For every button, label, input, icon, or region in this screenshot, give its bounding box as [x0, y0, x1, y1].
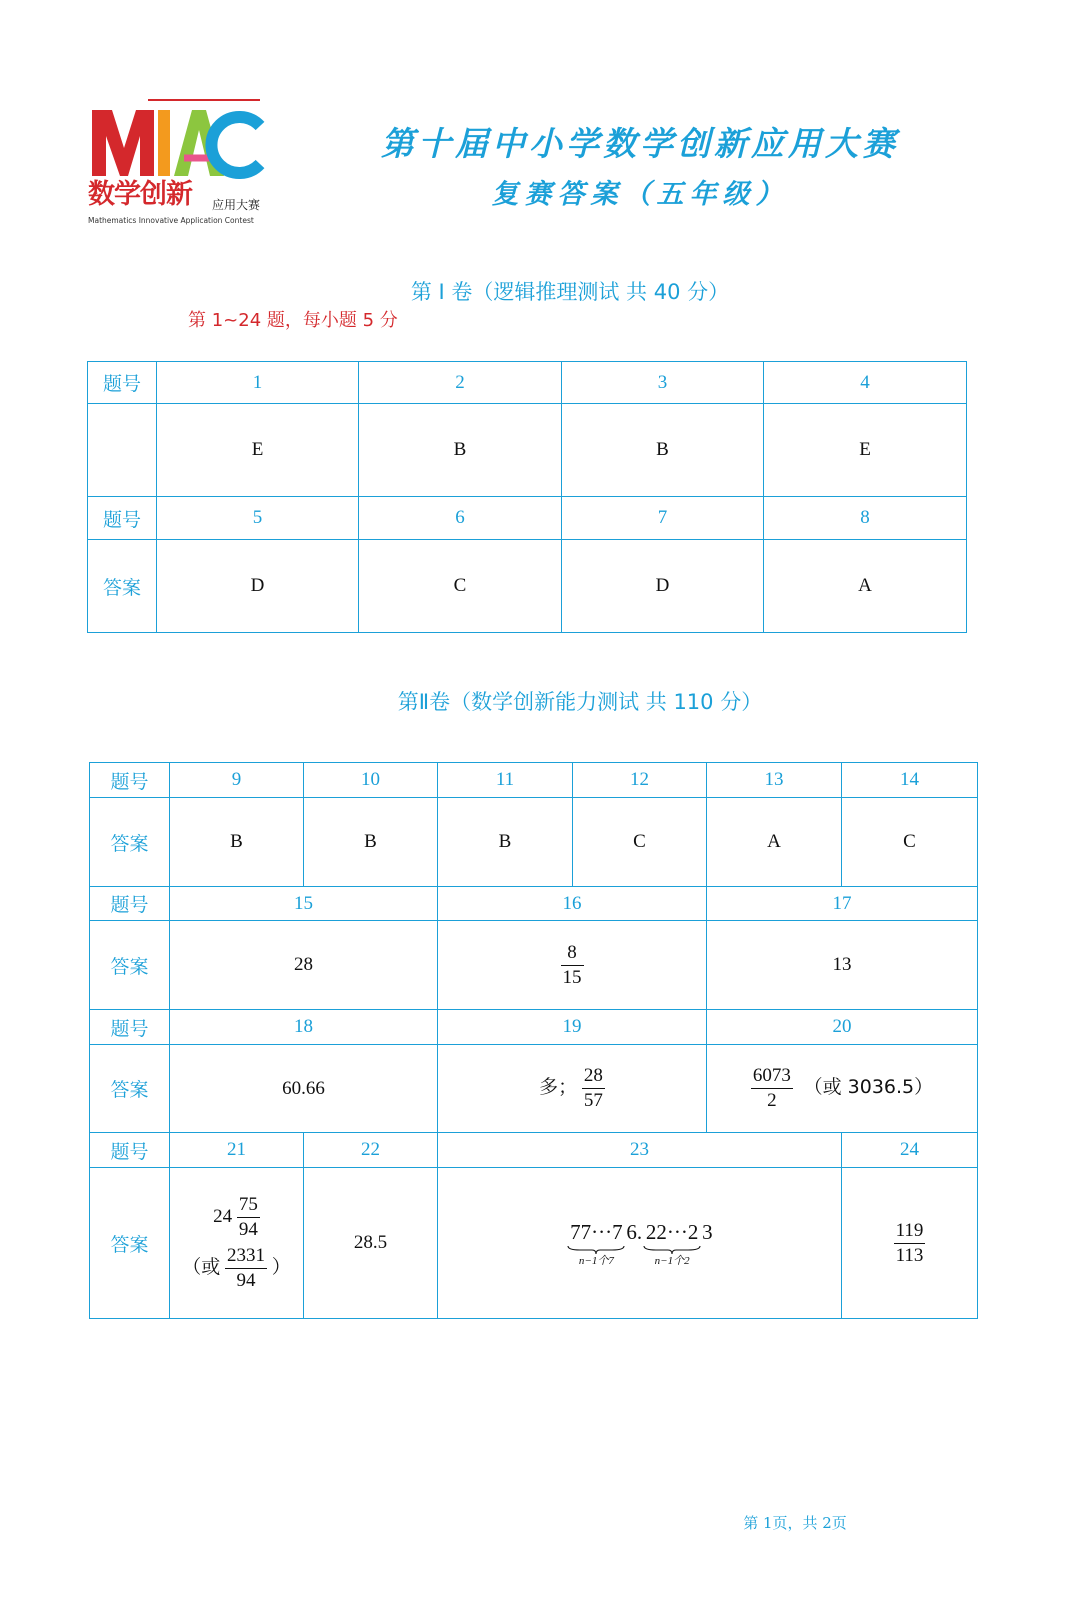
answer-cell: D: [157, 540, 359, 633]
table-row: [88, 497, 967, 540]
table-row: [88, 540, 967, 633]
question-number: 7: [562, 497, 764, 540]
answer-cell: B: [562, 404, 764, 497]
question-number: 19: [438, 1010, 707, 1045]
denominator: 57: [583, 1090, 603, 1111]
answer-label: 答案: [90, 1045, 170, 1133]
question-number: 21: [170, 1133, 304, 1168]
denominator: 2: [767, 1090, 777, 1111]
denominator: 113: [895, 1244, 924, 1266]
table-row: [88, 404, 967, 497]
repeated-digits: [566, 1220, 626, 1267]
question-number: 8: [764, 497, 967, 540]
answer-cell: [438, 921, 707, 1010]
table-row: [90, 1133, 978, 1168]
question-number-label: 题号: [90, 1010, 170, 1045]
underbrace-icon: [566, 1245, 626, 1255]
numerator: 6073: [751, 1066, 793, 1089]
part1-title: 第 I 卷（逻辑推理测试 共 40 分）: [410, 280, 730, 304]
answer-cell: 28: [170, 921, 438, 1010]
table-row: [90, 921, 978, 1010]
question-number: 23: [438, 1133, 842, 1168]
question-number: 2: [359, 362, 562, 404]
answer-prefix: 多；: [539, 1075, 578, 1098]
numerator: 28: [582, 1066, 605, 1089]
mixed-number: [170, 1195, 303, 1240]
table-row: [90, 1045, 978, 1133]
answer-cell: E: [157, 404, 359, 497]
fraction: [894, 1221, 926, 1266]
answer-label: 答案: [90, 921, 170, 1010]
brace-label: n−1个2: [654, 1254, 690, 1267]
answer-cell: E: [764, 404, 967, 497]
answer-cell: [842, 1168, 978, 1319]
part1-answer-table: [87, 361, 967, 633]
repeated-digits-value: 22···2: [645, 1219, 699, 1244]
denominator: 15: [562, 966, 582, 988]
table-row: [88, 362, 967, 404]
fraction: [225, 1246, 267, 1291]
question-number: 1: [157, 362, 359, 404]
table-row: [90, 763, 978, 798]
question-number: 4: [764, 362, 967, 404]
question-number-label: 题号: [90, 887, 170, 921]
question-number: 17: [707, 887, 978, 921]
page-subtitle: 复赛答案（五年级）: [491, 179, 789, 210]
answer-cell: A: [707, 798, 842, 887]
answer-label: 答案: [88, 540, 157, 633]
alternative-answer: [170, 1246, 303, 1291]
question-number-label: 题号: [88, 497, 157, 540]
whole-part: 24: [213, 1205, 233, 1227]
question-number: 18: [170, 1010, 438, 1045]
numerator: 119: [894, 1221, 926, 1244]
question-number: 20: [707, 1010, 978, 1045]
answer-cell: 28.5: [304, 1168, 438, 1319]
question-number-label: 题号: [90, 763, 170, 798]
alt-open: （或: [182, 1255, 221, 1278]
alt-close: ）: [271, 1255, 291, 1278]
question-number: 15: [170, 887, 438, 921]
answer-cell: 60.66: [170, 1045, 438, 1133]
answer-cell: B: [359, 404, 562, 497]
question-number: 16: [438, 887, 707, 921]
answer-cell: [438, 1045, 707, 1133]
part2-title: 第Ⅱ卷（数学创新能力测试 共 110 分）: [397, 690, 763, 714]
answer-cell: B: [170, 798, 304, 887]
page-title: 第十届中小学数学创新应用大赛: [381, 124, 899, 163]
answer-cell: [707, 1045, 978, 1133]
tail-digit: 3: [702, 1219, 713, 1244]
repeated-digits-value: 77···7: [570, 1219, 623, 1244]
fraction: [582, 1066, 605, 1111]
answer-label: 答案: [90, 798, 170, 887]
table-row: [90, 798, 978, 887]
answer-cell: C: [842, 798, 978, 887]
question-number: 12: [573, 763, 707, 798]
answer-alternative: （或 3036.5）: [803, 1075, 934, 1098]
denominator: 94: [236, 1269, 256, 1291]
answer-cell: A: [764, 540, 967, 633]
question-number: 24: [842, 1133, 978, 1168]
table-row: [90, 1168, 978, 1319]
brace-label: n−1个7: [578, 1254, 614, 1267]
answer-cell: B: [304, 798, 438, 887]
part1-note: 第 1~24 题，每小题 5 分: [188, 310, 398, 331]
question-number: 6: [359, 497, 562, 540]
question-number: 10: [304, 763, 438, 798]
question-number: 11: [438, 763, 573, 798]
answer-cell: D: [562, 540, 764, 633]
question-number: 5: [157, 497, 359, 540]
answer-label: 答案: [90, 1168, 170, 1319]
question-number: 14: [842, 763, 978, 798]
logo-sub-text: 应用大赛: [212, 198, 261, 212]
answer-cell: [170, 1168, 304, 1319]
question-number: 3: [562, 362, 764, 404]
page-footer: 第 1页，共 2页: [743, 1514, 847, 1532]
repeated-digits: [642, 1220, 702, 1267]
numerator: 75: [237, 1195, 260, 1218]
table-row: [90, 887, 978, 921]
answer-cell: C: [573, 798, 707, 887]
decimal-point: 6.: [626, 1219, 643, 1244]
question-number-label: 题号: [88, 362, 157, 404]
fraction: [237, 1195, 260, 1240]
logo-en-text: Mathematics Innovative Application Contest: [88, 216, 254, 225]
answer-cell: C: [359, 540, 562, 633]
answer-cell: 13: [707, 921, 978, 1010]
miac-logo-icon: [88, 96, 273, 186]
underbrace-icon: [642, 1245, 702, 1255]
table-row: [90, 1010, 978, 1045]
question-number: 22: [304, 1133, 438, 1168]
numerator: 2331: [225, 1246, 267, 1269]
question-number-label: 题号: [90, 1133, 170, 1168]
answer-label: [88, 404, 157, 497]
logo-cn-text: 数学创新: [88, 179, 192, 210]
numerator: 8: [561, 943, 584, 966]
denominator: 94: [238, 1219, 258, 1241]
part2-answer-table: [89, 762, 978, 1319]
answer-cell: [438, 1168, 842, 1319]
question-number: 9: [170, 763, 304, 798]
fraction: [561, 943, 584, 988]
contest-logo: [88, 96, 273, 231]
question-number: 13: [707, 763, 842, 798]
fraction: [751, 1066, 793, 1111]
answer-cell: B: [438, 798, 573, 887]
